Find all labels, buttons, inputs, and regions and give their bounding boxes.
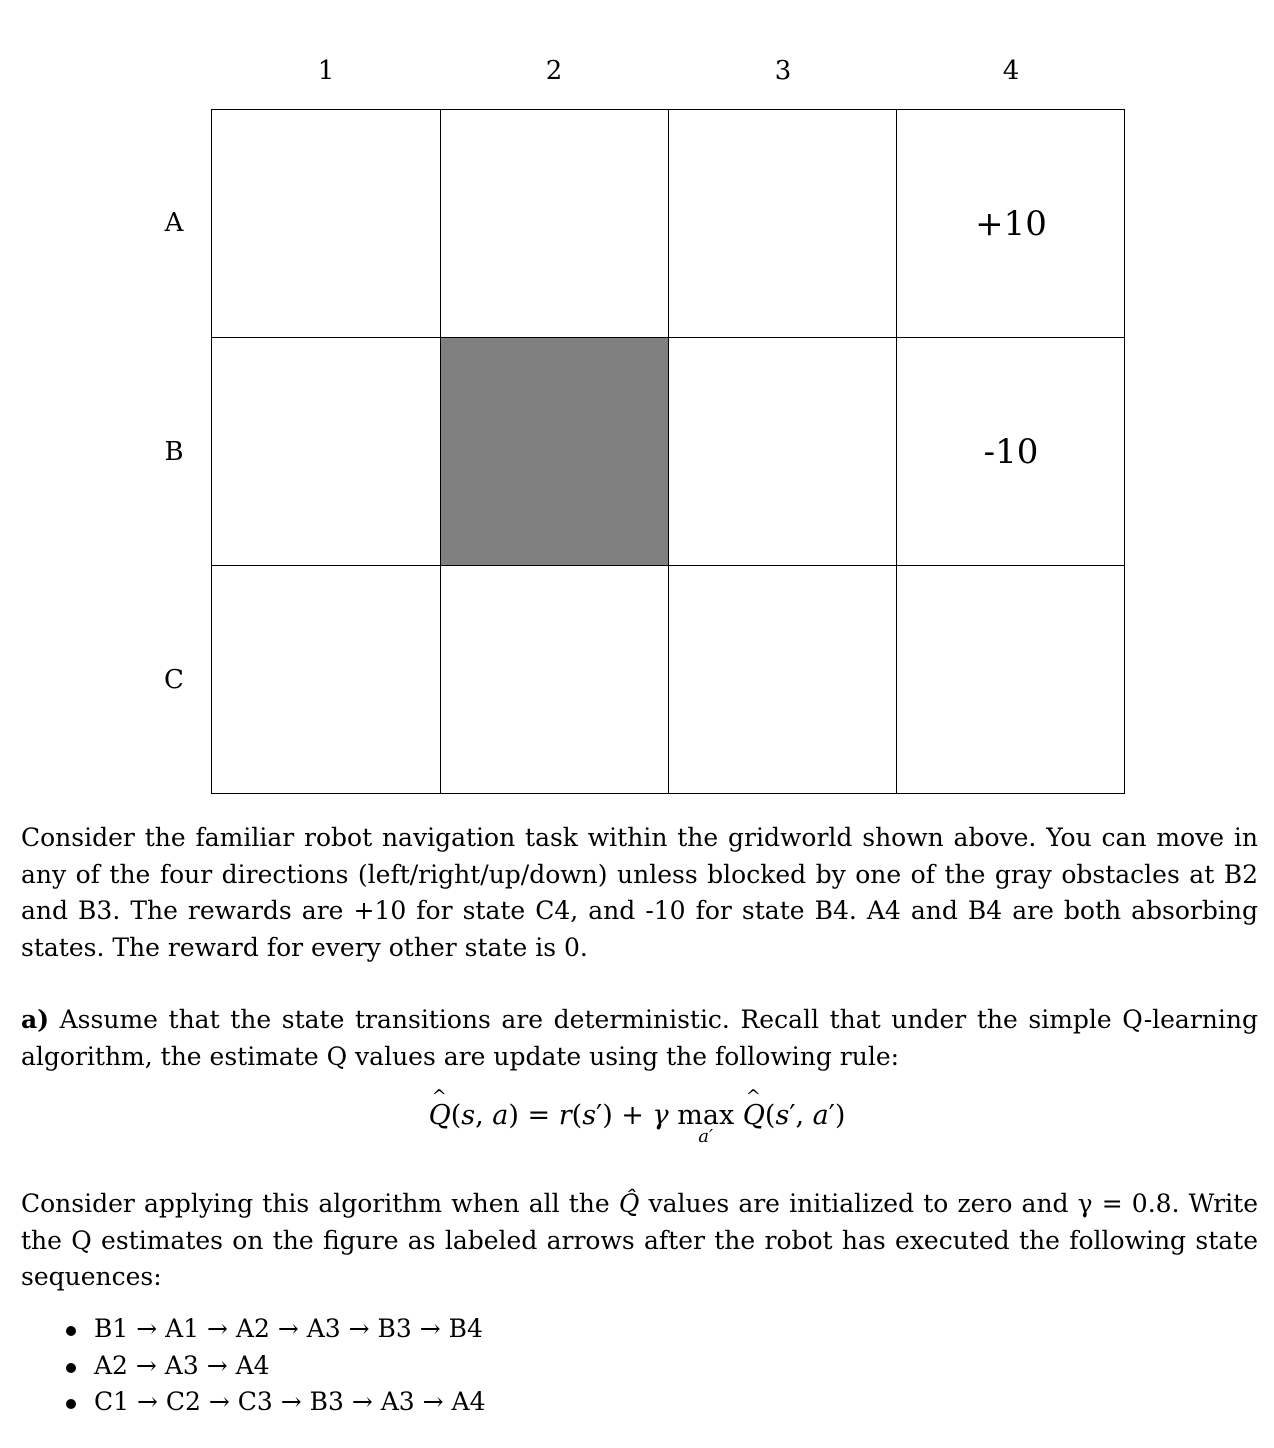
qhat-symbol: Q̂ (618, 1189, 640, 1218)
cell-a4 (897, 110, 1125, 338)
cell-b1 (212, 338, 441, 566)
consider-text-2: values are initialized to zero and γ = 0.8. Write the Q estimates on the figure as labeled arrows after the robot has executed the following state sequences: (21, 1189, 1258, 1291)
cell-c2 (441, 566, 669, 793)
cell-b4 (897, 338, 1125, 566)
consider-text-1: Consider applying this algorithm when all the (21, 1189, 619, 1218)
row-label-b: B (164, 437, 184, 467)
list-item: A2 → A3 → A4 (60, 1348, 486, 1385)
column-label-3: 3 (774, 56, 792, 86)
row-label-c: C (164, 665, 184, 695)
sequence-list (60, 1311, 486, 1421)
cell-a1 (212, 110, 441, 338)
column-label-2: 2 (545, 56, 563, 86)
list-item: B1 → A1 → A2 → A3 → B3 → B4 (60, 1311, 486, 1348)
part-a-text: Assume that the state transitions are deterministic. Recall that under the simple Q-learning algorithm, the estimate Q values are update using the following rule: (21, 1005, 1258, 1071)
part-a-paragraph (21, 1002, 1258, 1075)
gridworld (211, 109, 1125, 794)
cell-c3 (669, 566, 897, 793)
cell-b3 (669, 338, 897, 566)
column-label-4: 4 (1002, 56, 1020, 86)
cell-a3 (669, 110, 897, 338)
list-item: C1 → C2 → C3 → B3 → A3 → A4 (60, 1384, 486, 1421)
consider-paragraph (21, 1186, 1258, 1296)
part-a-label: a) (21, 1005, 50, 1034)
cell-a2 (441, 110, 669, 338)
reward-a4: +10 (975, 203, 1047, 244)
column-label-1: 1 (317, 56, 335, 86)
cell-c1 (212, 566, 441, 793)
q-update-formula: ^ Q(s, a) = r(s′) + γ max a′ ^ Q(s′, a′) (0, 1100, 1274, 1131)
cell-c4 (897, 566, 1125, 793)
row-label-a: A (164, 208, 184, 238)
cell-b2-obstacle (441, 338, 669, 566)
reward-b4: -10 (983, 431, 1039, 472)
intro-paragraph: Consider the familiar robot navigation task within the gridworld shown above. You can move in any of the four directions (left/right/up/down) unless blocked by one of the gray obstacles at B2 and B3. The rewards are +10 for state C4, and -10 for state B4. A4 and B4 are both absorbing states. The reward for every other state is 0. (21, 823, 1258, 962)
